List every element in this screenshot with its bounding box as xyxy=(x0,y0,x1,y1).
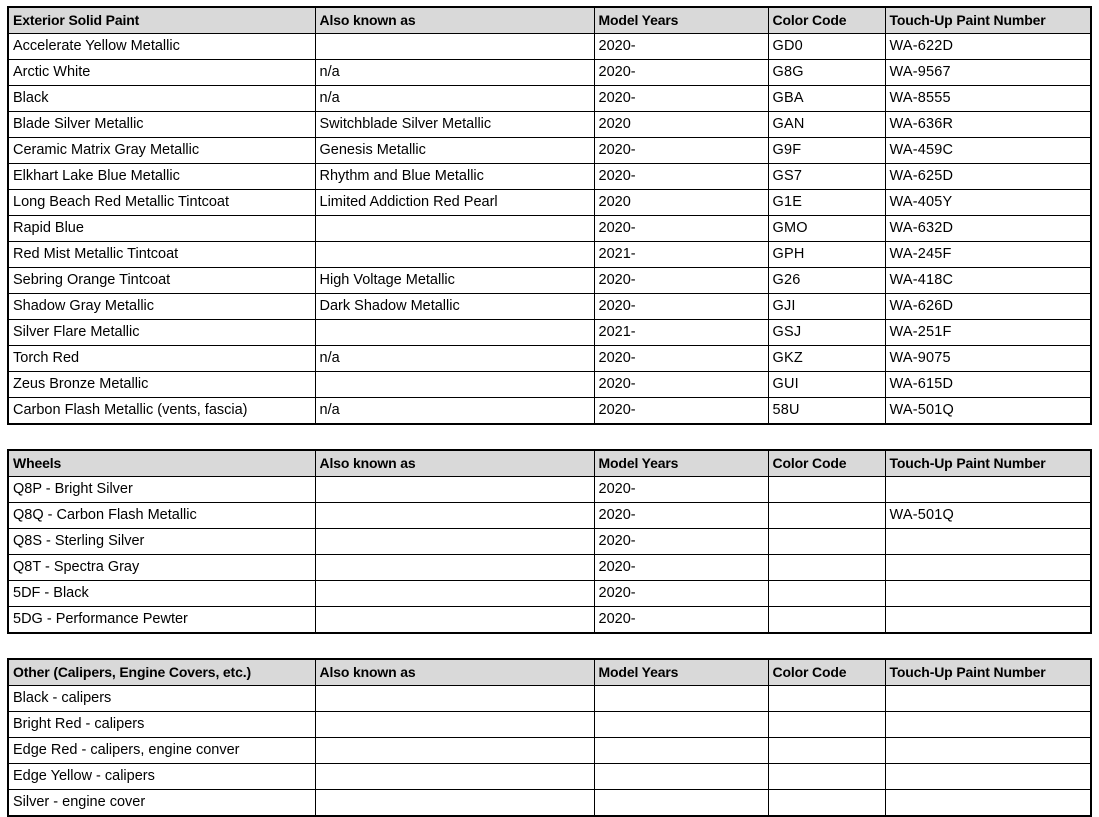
cell-name: Edge Yellow - calipers xyxy=(8,764,315,790)
table-row xyxy=(8,712,1091,738)
cell-name: Black - calipers xyxy=(8,686,315,712)
table-row xyxy=(8,686,1091,712)
cell-model-years xyxy=(594,738,768,764)
cell-touch-up-paint-number xyxy=(885,790,1091,817)
cell-name: Zeus Bronze Metallic xyxy=(8,372,315,398)
column-header-also-known-as: Also known as xyxy=(315,659,594,686)
cell-name: Shadow Gray Metallic xyxy=(8,294,315,320)
cell-model-years: 2020- xyxy=(594,138,768,164)
cell-also-known-as: n/a xyxy=(315,398,594,425)
cell-color-code xyxy=(768,581,885,607)
cell-name: 5DF - Black xyxy=(8,581,315,607)
cell-model-years: 2020- xyxy=(594,581,768,607)
table-row xyxy=(8,477,1091,503)
table-header-row xyxy=(8,7,1091,34)
column-header-model-years: Model Years xyxy=(594,659,768,686)
column-header-category: Exterior Solid Paint xyxy=(8,7,315,34)
cell-color-code xyxy=(768,764,885,790)
table-row xyxy=(8,190,1091,216)
cell-touch-up-paint-number xyxy=(885,477,1091,503)
cell-also-known-as xyxy=(315,607,594,634)
cell-also-known-as xyxy=(315,581,594,607)
column-header-touch-up-paint-number: Touch-Up Paint Number xyxy=(885,659,1091,686)
cell-touch-up-paint-number: WA-418C xyxy=(885,268,1091,294)
cell-also-known-as: n/a xyxy=(315,346,594,372)
cell-name: Torch Red xyxy=(8,346,315,372)
cell-color-code: GMO xyxy=(768,216,885,242)
cell-name: Sebring Orange Tintcoat xyxy=(8,268,315,294)
cell-name: Q8S - Sterling Silver xyxy=(8,529,315,555)
cell-name: Q8Q - Carbon Flash Metallic xyxy=(8,503,315,529)
column-header-category: Wheels xyxy=(8,450,315,477)
cell-also-known-as xyxy=(315,686,594,712)
cell-color-code: GPH xyxy=(768,242,885,268)
cell-model-years xyxy=(594,686,768,712)
cell-name: Q8P - Bright Silver xyxy=(8,477,315,503)
table-row xyxy=(8,346,1091,372)
cell-also-known-as: Limited Addiction Red Pearl xyxy=(315,190,594,216)
cell-color-code xyxy=(768,790,885,817)
cell-model-years: 2020- xyxy=(594,268,768,294)
cell-also-known-as xyxy=(315,738,594,764)
cell-touch-up-paint-number xyxy=(885,764,1091,790)
cell-touch-up-paint-number: WA-501Q xyxy=(885,398,1091,425)
column-header-touch-up-paint-number: Touch-Up Paint Number xyxy=(885,450,1091,477)
cell-model-years: 2020- xyxy=(594,477,768,503)
column-header-category: Other (Calipers, Engine Covers, etc.) xyxy=(8,659,315,686)
cell-also-known-as: n/a xyxy=(315,86,594,112)
cell-model-years: 2020 xyxy=(594,112,768,138)
cell-model-years: 2020- xyxy=(594,60,768,86)
cell-touch-up-paint-number: WA-405Y xyxy=(885,190,1091,216)
table-row xyxy=(8,138,1091,164)
cell-model-years: 2020- xyxy=(594,34,768,60)
cell-model-years: 2020- xyxy=(594,294,768,320)
table-header-row xyxy=(8,659,1091,686)
table-exterior-solid-paint xyxy=(7,6,1092,425)
cell-name: Accelerate Yellow Metallic xyxy=(8,34,315,60)
cell-name: Black xyxy=(8,86,315,112)
cell-touch-up-paint-number: WA-501Q xyxy=(885,503,1091,529)
column-header-color-code: Color Code xyxy=(768,450,885,477)
cell-touch-up-paint-number: WA-622D xyxy=(885,34,1091,60)
cell-also-known-as xyxy=(315,529,594,555)
table-row xyxy=(8,112,1091,138)
table-row xyxy=(8,555,1091,581)
cell-touch-up-paint-number xyxy=(885,581,1091,607)
cell-touch-up-paint-number: WA-251F xyxy=(885,320,1091,346)
cell-also-known-as xyxy=(315,216,594,242)
cell-touch-up-paint-number xyxy=(885,529,1091,555)
cell-color-code: GUI xyxy=(768,372,885,398)
column-header-model-years: Model Years xyxy=(594,450,768,477)
cell-model-years: 2020 xyxy=(594,190,768,216)
cell-touch-up-paint-number xyxy=(885,607,1091,634)
cell-name: Bright Red - calipers xyxy=(8,712,315,738)
cell-color-code xyxy=(768,555,885,581)
cell-also-known-as: Dark Shadow Metallic xyxy=(315,294,594,320)
cell-touch-up-paint-number xyxy=(885,555,1091,581)
cell-also-known-as xyxy=(315,555,594,581)
cell-touch-up-paint-number xyxy=(885,712,1091,738)
table-other xyxy=(7,658,1092,817)
cell-model-years: 2020- xyxy=(594,529,768,555)
table-wheels xyxy=(7,449,1092,634)
cell-also-known-as: High Voltage Metallic xyxy=(315,268,594,294)
cell-also-known-as: n/a xyxy=(315,60,594,86)
cell-touch-up-paint-number: WA-9567 xyxy=(885,60,1091,86)
column-header-color-code: Color Code xyxy=(768,7,885,34)
cell-color-code: GKZ xyxy=(768,346,885,372)
cell-also-known-as: Switchblade Silver Metallic xyxy=(315,112,594,138)
table-row xyxy=(8,372,1091,398)
table-header-row xyxy=(8,450,1091,477)
cell-color-code: G26 xyxy=(768,268,885,294)
cell-touch-up-paint-number xyxy=(885,686,1091,712)
cell-name: Ceramic Matrix Gray Metallic xyxy=(8,138,315,164)
cell-touch-up-paint-number: WA-9075 xyxy=(885,346,1091,372)
cell-name: Rapid Blue xyxy=(8,216,315,242)
cell-color-code: GJI xyxy=(768,294,885,320)
cell-also-known-as: Rhythm and Blue Metallic xyxy=(315,164,594,190)
cell-also-known-as xyxy=(315,790,594,817)
cell-model-years: 2020- xyxy=(594,555,768,581)
cell-color-code xyxy=(768,503,885,529)
column-header-model-years: Model Years xyxy=(594,7,768,34)
cell-color-code xyxy=(768,712,885,738)
cell-touch-up-paint-number xyxy=(885,738,1091,764)
table-row xyxy=(8,790,1091,817)
table-row xyxy=(8,164,1091,190)
table-row xyxy=(8,86,1091,112)
cell-name: Elkhart Lake Blue Metallic xyxy=(8,164,315,190)
cell-touch-up-paint-number: WA-636R xyxy=(885,112,1091,138)
table-row xyxy=(8,398,1091,425)
cell-name: Red Mist Metallic Tintcoat xyxy=(8,242,315,268)
cell-also-known-as xyxy=(315,764,594,790)
cell-color-code xyxy=(768,529,885,555)
table-row xyxy=(8,216,1091,242)
cell-model-years: 2020- xyxy=(594,372,768,398)
table-row xyxy=(8,607,1091,634)
cell-model-years xyxy=(594,712,768,738)
table-row xyxy=(8,34,1091,60)
cell-name: Carbon Flash Metallic (vents, fascia) xyxy=(8,398,315,425)
table-row xyxy=(8,242,1091,268)
table-row xyxy=(8,738,1091,764)
cell-name: Silver Flare Metallic xyxy=(8,320,315,346)
cell-name: Blade Silver Metallic xyxy=(8,112,315,138)
cell-model-years: 2020- xyxy=(594,216,768,242)
cell-model-years: 2020- xyxy=(594,86,768,112)
cell-color-code: G8G xyxy=(768,60,885,86)
cell-also-known-as xyxy=(315,477,594,503)
cell-name: Long Beach Red Metallic Tintcoat xyxy=(8,190,315,216)
cell-also-known-as xyxy=(315,503,594,529)
cell-color-code xyxy=(768,477,885,503)
cell-also-known-as xyxy=(315,712,594,738)
cell-color-code: GSJ xyxy=(768,320,885,346)
cell-color-code: GD0 xyxy=(768,34,885,60)
cell-model-years: 2020- xyxy=(594,164,768,190)
column-header-also-known-as: Also known as xyxy=(315,7,594,34)
cell-also-known-as xyxy=(315,242,594,268)
cell-touch-up-paint-number: WA-459C xyxy=(885,138,1091,164)
cell-also-known-as xyxy=(315,372,594,398)
cell-also-known-as xyxy=(315,34,594,60)
cell-model-years xyxy=(594,764,768,790)
column-header-color-code: Color Code xyxy=(768,659,885,686)
cell-color-code xyxy=(768,607,885,634)
cell-color-code: 58U xyxy=(768,398,885,425)
cell-name: Edge Red - calipers, engine conver xyxy=(8,738,315,764)
cell-also-known-as: Genesis Metallic xyxy=(315,138,594,164)
cell-model-years: 2021- xyxy=(594,320,768,346)
cell-touch-up-paint-number: WA-626D xyxy=(885,294,1091,320)
cell-color-code: GBA xyxy=(768,86,885,112)
cell-touch-up-paint-number: WA-615D xyxy=(885,372,1091,398)
cell-touch-up-paint-number: WA-8555 xyxy=(885,86,1091,112)
cell-name: Silver - engine cover xyxy=(8,790,315,817)
table-row xyxy=(8,294,1091,320)
cell-color-code: G1E xyxy=(768,190,885,216)
column-header-touch-up-paint-number: Touch-Up Paint Number xyxy=(885,7,1091,34)
table-row xyxy=(8,320,1091,346)
column-header-also-known-as: Also known as xyxy=(315,450,594,477)
cell-also-known-as xyxy=(315,320,594,346)
table-row xyxy=(8,60,1091,86)
cell-color-code xyxy=(768,686,885,712)
table-row xyxy=(8,268,1091,294)
table-row xyxy=(8,581,1091,607)
cell-touch-up-paint-number: WA-625D xyxy=(885,164,1091,190)
cell-name: 5DG - Performance Pewter xyxy=(8,607,315,634)
cell-name: Arctic White xyxy=(8,60,315,86)
cell-model-years: 2020- xyxy=(594,346,768,372)
cell-touch-up-paint-number: WA-245F xyxy=(885,242,1091,268)
cell-color-code: GS7 xyxy=(768,164,885,190)
cell-model-years xyxy=(594,790,768,817)
table-row xyxy=(8,764,1091,790)
cell-model-years: 2020- xyxy=(594,607,768,634)
cell-model-years: 2020- xyxy=(594,398,768,425)
cell-touch-up-paint-number: WA-632D xyxy=(885,216,1091,242)
cell-model-years: 2021- xyxy=(594,242,768,268)
table-row xyxy=(8,503,1091,529)
cell-color-code xyxy=(768,738,885,764)
cell-color-code: G9F xyxy=(768,138,885,164)
cell-name: Q8T - Spectra Gray xyxy=(8,555,315,581)
table-row xyxy=(8,529,1091,555)
cell-model-years: 2020- xyxy=(594,503,768,529)
cell-color-code: GAN xyxy=(768,112,885,138)
